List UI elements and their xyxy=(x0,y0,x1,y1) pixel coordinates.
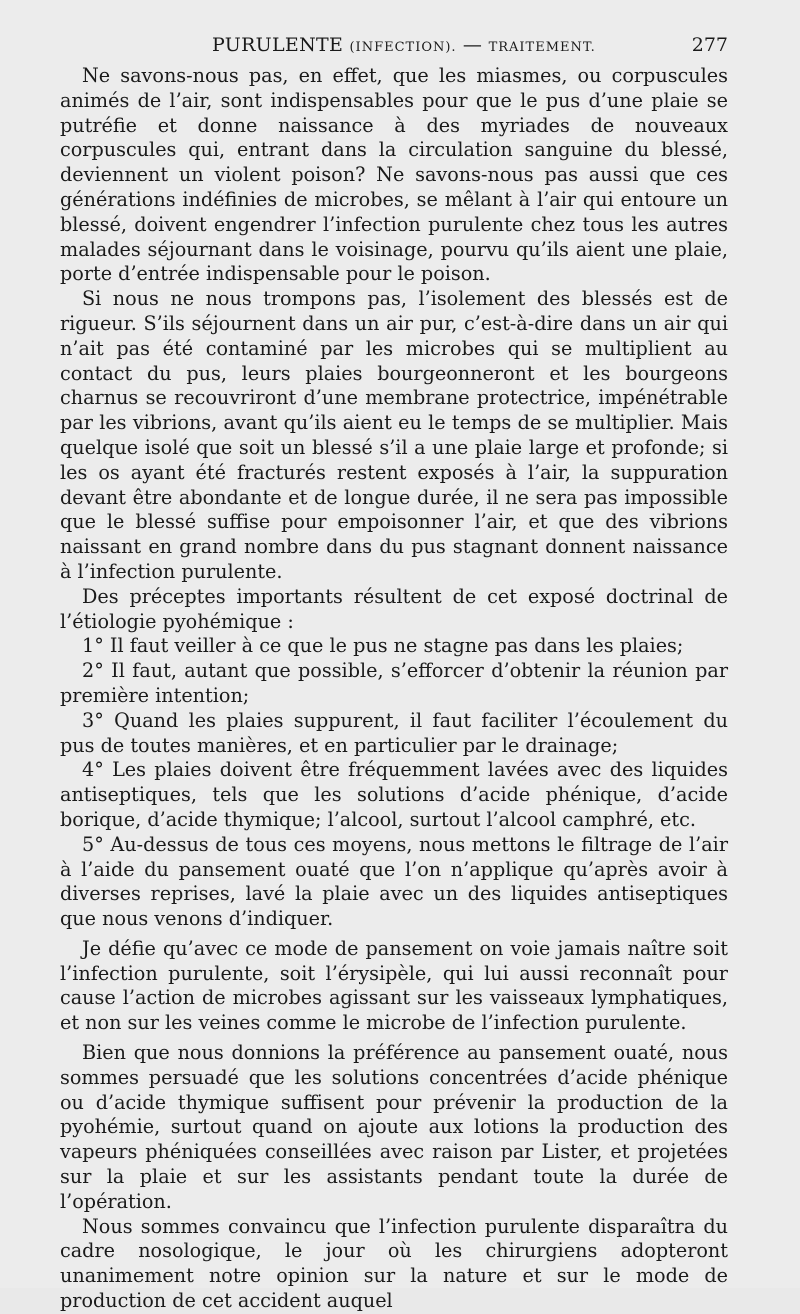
precept-5: 5° Au-dessus de tous ces moyens, nous mettons le filtrage de l’air à l’aide du pansement ouaté que l’on n’applique qu’après avoir à diverses reprises, lavé la plaie avec un des liquides antiseptiques que nous venons d’indiquer. xyxy=(60,832,728,931)
page-number: 277 xyxy=(691,34,728,56)
paragraph-miasmes: Ne savons-nous pas, en effet, que les miasmes, ou corpuscules animés de l’air, sont indispensables pour que le pus d’une plaie se putréfie et donne naissance à des myriades de nouveaux corpuscules qui, entrant dans la circulation sanguine du blessé, deviennent un violent poison? Ne savons-nous pas aussi que ces générations indéfinies de microbes, se mêlant à l’air qui entoure un blessé, doivent engendrer l’infection purulente chez tous les autres malades séjournant dans le voisinage, pourvu qu’ils aient une plaie, porte d’entrée indispensable pour le poison. xyxy=(60,64,728,286)
paragraph-conclusion: Nous sommes convaincu que l’infection purulente disparaîtra du cadre nosologique, le jour où les chirurgiens adopteront unanimement notre opinion sur la nature et sur le mode de production de cet accident auquel xyxy=(60,1214,728,1313)
precept-2: 2° Il faut, autant que possible, s’efforcer d’obtenir la réunion par première intention; xyxy=(60,659,728,707)
precept-1: 1° Il faut veiller à ce que le pus ne stagne pas dans les plaies; xyxy=(82,634,684,658)
precept-3: 3° Quand les plaies suppurent, il faut faciliter l’écoulement du pus de toutes manières, et en particulier par le drainage; xyxy=(60,708,728,757)
running-title xyxy=(212,34,596,56)
paragraph-pansement: Bien que nous donnions la préférence au pansement ouaté, nous sommes persuadé que les solutions concentrées d’acide phénique ou d’acide thymique suffisent pour prévenir la production de la pyohémie, surtout quand on ajoute aux lotions la production des vapeurs phéniquées conseillées avec raison par Lister, et projetées sur la plaie et sur les assistants pendant toute la durée de l’opération. xyxy=(60,1041,728,1213)
body-text xyxy=(60,64,728,1314)
title-dash: — xyxy=(462,34,483,56)
precept-4: 4° Les plaies doivent être fréquemment lavées avec des liquides antiseptiques, tels que les solutions d’acide phénique, d’acide borique, d’acide thymique; l’alcool, surtout l’alcool camphré, etc. xyxy=(60,758,728,831)
running-header xyxy=(60,34,728,58)
paragraph-isolement: Si nous ne nous trompons pas, l’isolement des blessés est de rigueur. S’ils séjournent dans un air pur, c’est-à-dire dans un air qui n’ait pas été contaminé par les microbes qui se multiplient au contact du pus, leurs plaies bourgeonneront et les bourgeons charnus se recouvriront d’une membrane protectrice, impénétrable par les vibrions, avant qu’ils aient eu le temps de se multiplier. Mais quelque isolé que soit un blessé s’il a une plaie large et profonde; si les os ayant été fracturés restent exposés à l’air, la suppuration devant être abondante et de longue durée, il ne sera pas impossible que le blessé suffise pour empoisonner l’air, et que des vibrions naissant en grand nombre dans du pus stagnant donnent naissance à l’infection purulente. xyxy=(60,287,728,583)
title-paren: (INFECTION). xyxy=(349,40,457,55)
title-section: TRAITEMENT. xyxy=(488,40,596,55)
title-main: PURULENTE xyxy=(212,34,344,56)
paragraph-preceptes: Des préceptes importants résultent de cet exposé doctrinal de l’étiologie pyohémique : xyxy=(60,584,728,633)
paragraph-defi: Je défie qu’avec ce mode de pansement on voie jamais naître soit l’infection purulente, soit l’érysipèle, qui lui aussi reconnaît pour cause l’action de microbes agissant sur les vaisseaux lymphatiques, et non sur les veines comme le microbe de l’infection purulente. xyxy=(60,936,728,1035)
